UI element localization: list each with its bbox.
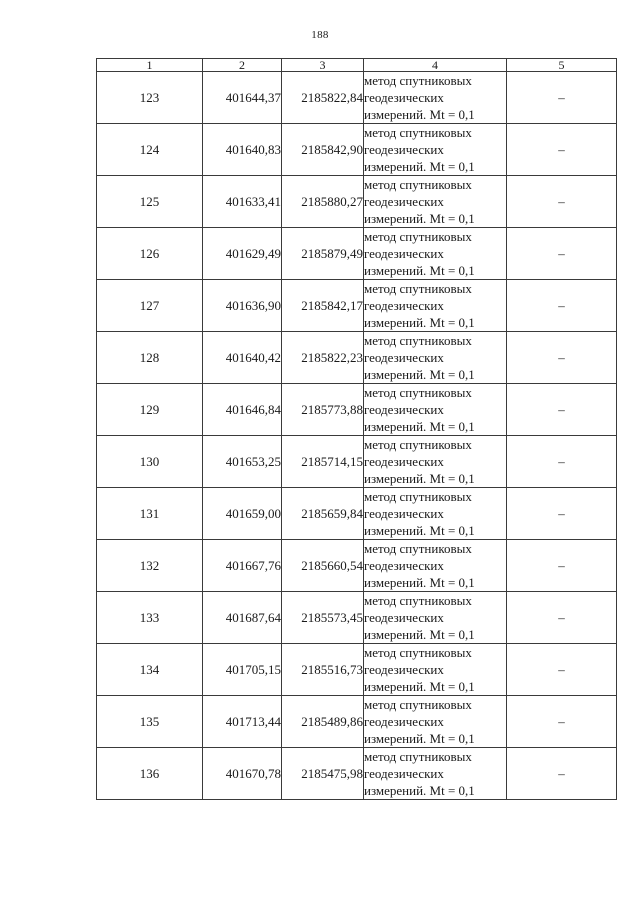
table-row (97, 488, 617, 540)
y-coordinate-cell: 2185773,88 (282, 384, 364, 436)
method-cell: метод спутниковых геодезических измерений. Mt = 0,1 (364, 384, 507, 436)
y-coordinate-cell: 2185516,73 (282, 644, 364, 696)
table-body (97, 72, 617, 800)
note-cell: – (507, 540, 617, 592)
note-cell: – (507, 332, 617, 384)
header-col-3: 3 (282, 59, 364, 72)
note-cell: – (507, 124, 617, 176)
x-coordinate-cell: 401640,42 (203, 332, 282, 384)
table-row (97, 124, 617, 176)
table-row (97, 644, 617, 696)
x-coordinate-cell: 401687,64 (203, 592, 282, 644)
y-coordinate-cell: 2185880,27 (282, 176, 364, 228)
header-col-5: 5 (507, 59, 617, 72)
point-number-cell: 131 (97, 488, 203, 540)
x-coordinate-cell: 401644,37 (203, 72, 282, 124)
y-coordinate-cell: 2185659,84 (282, 488, 364, 540)
point-number-cell: 127 (97, 280, 203, 332)
method-cell: метод спутниковых геодезических измерений. Mt = 0,1 (364, 124, 507, 176)
table-row (97, 748, 617, 800)
note-cell: – (507, 280, 617, 332)
page-number: 188 (311, 29, 329, 41)
table-row (97, 332, 617, 384)
method-cell: метод спутниковых геодезических измерений. Mt = 0,1 (364, 72, 507, 124)
method-cell: метод спутниковых геодезических измерений. Mt = 0,1 (364, 540, 507, 592)
y-coordinate-cell: 2185660,54 (282, 540, 364, 592)
note-cell: – (507, 436, 617, 488)
table-row (97, 280, 617, 332)
x-coordinate-cell: 401633,41 (203, 176, 282, 228)
coordinates-table (96, 58, 617, 800)
x-coordinate-cell: 401705,15 (203, 644, 282, 696)
y-coordinate-cell: 2185475,98 (282, 748, 364, 800)
table-row (97, 592, 617, 644)
note-cell: – (507, 748, 617, 800)
x-coordinate-cell: 401636,90 (203, 280, 282, 332)
y-coordinate-cell: 2185573,45 (282, 592, 364, 644)
note-cell: – (507, 696, 617, 748)
note-cell: – (507, 644, 617, 696)
y-coordinate-cell: 2185842,17 (282, 280, 364, 332)
table-row (97, 228, 617, 280)
y-coordinate-cell: 2185714,15 (282, 436, 364, 488)
point-number-cell: 124 (97, 124, 203, 176)
table-row (97, 384, 617, 436)
point-number-cell: 130 (97, 436, 203, 488)
x-coordinate-cell: 401667,76 (203, 540, 282, 592)
x-coordinate-cell: 401646,84 (203, 384, 282, 436)
point-number-cell: 132 (97, 540, 203, 592)
point-number-cell: 125 (97, 176, 203, 228)
x-coordinate-cell: 401653,25 (203, 436, 282, 488)
table-row (97, 540, 617, 592)
method-cell: метод спутниковых геодезических измерений. Mt = 0,1 (364, 488, 507, 540)
method-cell: метод спутниковых геодезических измерений. Mt = 0,1 (364, 280, 507, 332)
point-number-cell: 135 (97, 696, 203, 748)
note-cell: – (507, 384, 617, 436)
table-row (97, 436, 617, 488)
method-cell: метод спутниковых геодезических измерений. Mt = 0,1 (364, 228, 507, 280)
method-cell: метод спутниковых геодезических измерений. Mt = 0,1 (364, 332, 507, 384)
table-header-row (97, 59, 617, 72)
x-coordinate-cell: 401640,83 (203, 124, 282, 176)
point-number-cell: 133 (97, 592, 203, 644)
point-number-cell: 128 (97, 332, 203, 384)
point-number-cell: 136 (97, 748, 203, 800)
point-number-cell: 129 (97, 384, 203, 436)
note-cell: – (507, 72, 617, 124)
point-number-cell: 134 (97, 644, 203, 696)
note-cell: – (507, 592, 617, 644)
y-coordinate-cell: 2185822,84 (282, 72, 364, 124)
note-cell: – (507, 228, 617, 280)
table-row (97, 696, 617, 748)
x-coordinate-cell: 401629,49 (203, 228, 282, 280)
method-cell: метод спутниковых геодезических измерений. Mt = 0,1 (364, 644, 507, 696)
x-coordinate-cell: 401670,78 (203, 748, 282, 800)
method-cell: метод спутниковых геодезических измерений. Mt = 0,1 (364, 436, 507, 488)
method-cell: метод спутниковых геодезических измерений. Mt = 0,1 (364, 748, 507, 800)
note-cell: – (507, 488, 617, 540)
header-col-1: 1 (97, 59, 203, 72)
header-col-4: 4 (364, 59, 507, 72)
x-coordinate-cell: 401659,00 (203, 488, 282, 540)
table-row (97, 72, 617, 124)
y-coordinate-cell: 2185842,90 (282, 124, 364, 176)
header-col-2: 2 (203, 59, 282, 72)
x-coordinate-cell: 401713,44 (203, 696, 282, 748)
note-cell: – (507, 176, 617, 228)
table-row (97, 176, 617, 228)
point-number-cell: 123 (97, 72, 203, 124)
y-coordinate-cell: 2185822,23 (282, 332, 364, 384)
point-number-cell: 126 (97, 228, 203, 280)
y-coordinate-cell: 2185489,86 (282, 696, 364, 748)
y-coordinate-cell: 2185879,49 (282, 228, 364, 280)
method-cell: метод спутниковых геодезических измерений. Mt = 0,1 (364, 696, 507, 748)
method-cell: метод спутниковых геодезических измерений. Mt = 0,1 (364, 176, 507, 228)
method-cell: метод спутниковых геодезических измерений. Mt = 0,1 (364, 592, 507, 644)
